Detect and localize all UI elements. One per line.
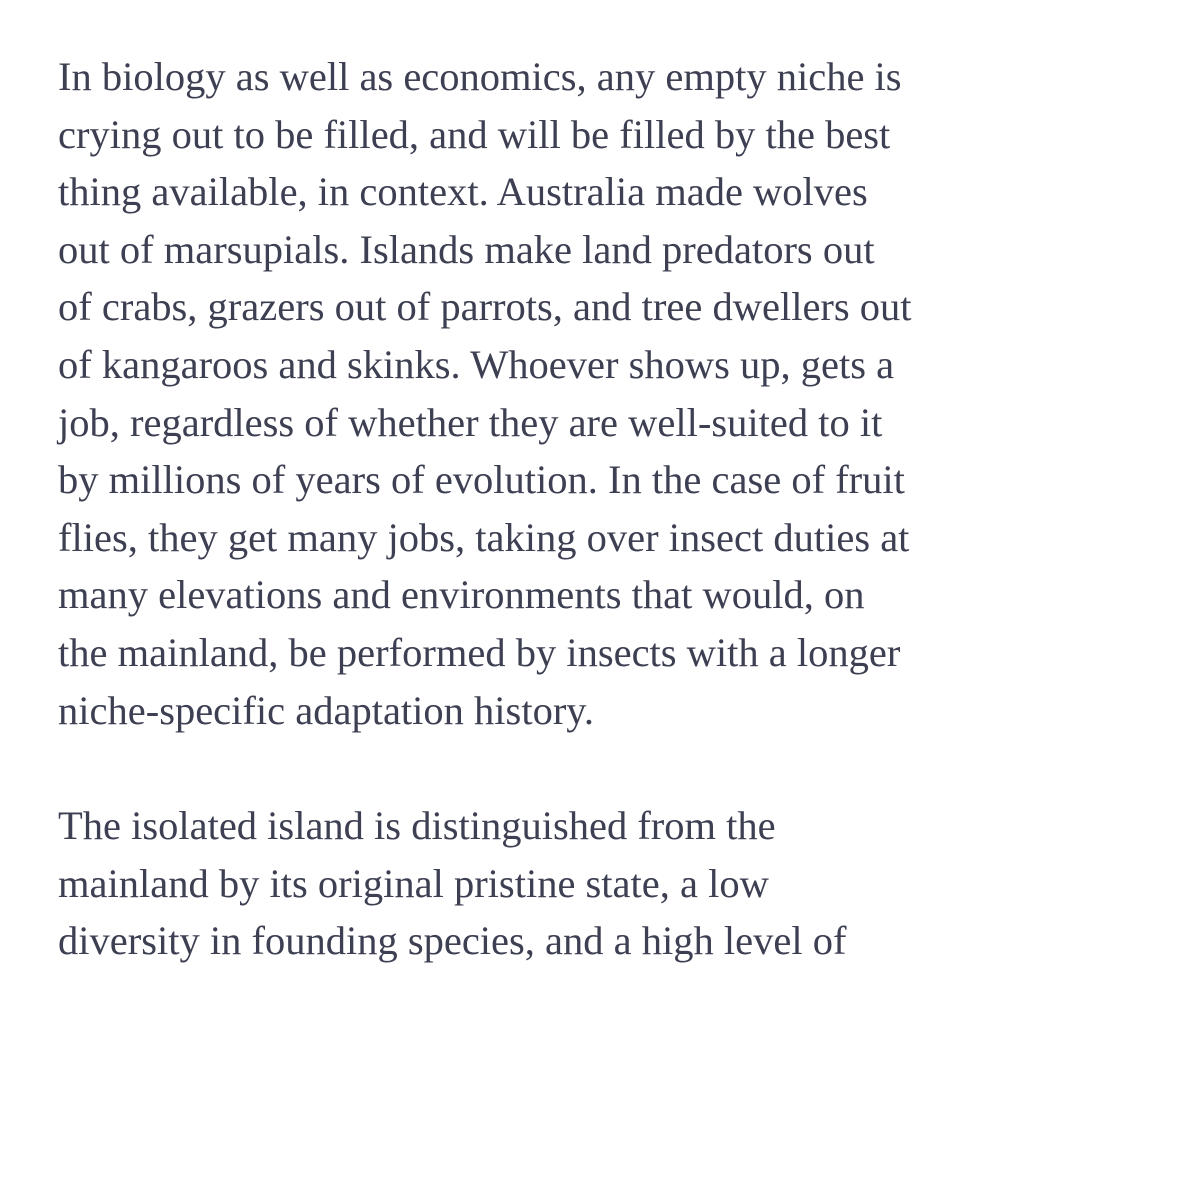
paragraph-2 [58, 797, 1148, 970]
text-line: job, regardless of whether they are well-suited to it [58, 399, 883, 445]
text-line: by millions of years of evolution. In the case of fruit [58, 457, 905, 503]
article-body [58, 48, 1148, 970]
text-line: In biology as well as economics, any empty niche is [58, 54, 902, 99]
text-line: mainland by its original pristine state, a low [58, 860, 769, 906]
paragraph-1 [58, 48, 1148, 739]
text-line: of crabs, grazers out of parrots, and tree dwellers out [58, 284, 912, 330]
text-line: The isolated island is distinguished from the [58, 803, 776, 849]
text-line: flies, they get many jobs, taking over insect duties at [58, 514, 910, 560]
text-line: many elevations and environments that would, on [58, 572, 865, 618]
text-line: crying out to be filled, and will be filled by the best [58, 111, 891, 157]
text-line: out of marsupials. Islands make land predators out [58, 226, 875, 272]
text-line: thing available, in context. Australia made wolves [58, 169, 868, 215]
text-line: of kangaroos and skinks. Whoever shows up, gets a [58, 341, 895, 387]
text-line: niche-specific adaptation history. [58, 687, 595, 733]
text-line: the mainland, be performed by insects with a longer [58, 629, 901, 675]
text-line: diversity in founding species, and a high level of [58, 918, 847, 964]
paragraph-spacer [58, 739, 1148, 797]
